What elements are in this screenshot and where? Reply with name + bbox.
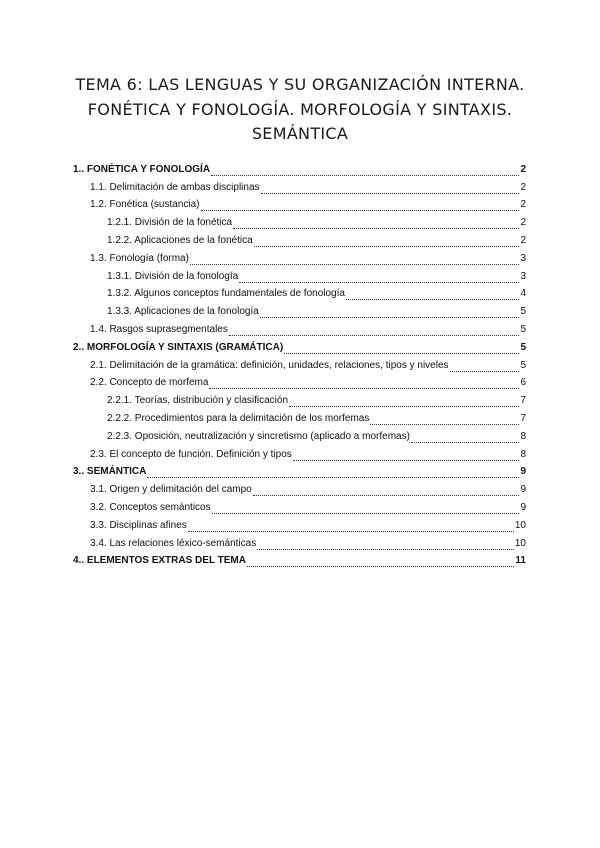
dot-leader [293, 451, 519, 461]
toc-entry[interactable] [73, 532, 526, 550]
dot-leader [450, 362, 519, 372]
toc-entry-label: 1.2.1. División de la fonética [107, 217, 233, 229]
toc-entry-page-number: 2 [520, 234, 526, 246]
toc-entry[interactable] [73, 407, 526, 425]
dot-leader [257, 540, 514, 550]
toc-entry-page-number: 10 [514, 519, 526, 531]
toc-entry[interactable] [73, 247, 526, 265]
toc-entry-page-number: 5 [520, 323, 526, 335]
toc-entry-page-number: 2 [520, 199, 526, 211]
toc-entry-page-number: 6 [520, 377, 526, 389]
dot-leader [284, 344, 519, 354]
toc-entry-label: 1.4. Rasgos suprasegmentales [90, 323, 228, 335]
toc-entry-label: 1.3.1. División de la fonología [107, 270, 239, 282]
dot-leader [212, 504, 519, 514]
toc-entry[interactable] [73, 389, 526, 407]
toc-entry-page-number: 5 [520, 306, 526, 318]
toc-entry-label: 1.2. Fonética (sustancia) [90, 199, 200, 211]
toc-entry-page-number: 8 [520, 448, 526, 460]
dot-leader [239, 273, 519, 283]
toc-entry[interactable] [73, 265, 526, 283]
toc-entry[interactable] [73, 496, 526, 514]
title-line-2: FONÉTICA Y FONOLOGÍA. MORFOLOGÍA Y SINTAXIS. [87, 99, 513, 119]
dot-leader [247, 557, 514, 567]
toc-entry[interactable] [73, 176, 526, 194]
toc-entry[interactable] [73, 514, 526, 532]
toc-entry[interactable] [73, 211, 526, 229]
toc-entry-label: 3.3. Disciplinas afines [90, 519, 187, 531]
toc-entry[interactable] [73, 478, 526, 496]
toc-entry-label: 2.2.3. Oposición, neutralización y sincretismo (aplicado a morfemas) [107, 430, 410, 442]
dot-leader [346, 290, 519, 300]
toc-entry-label: 2.2.2. Procedimientos para la delimitación de los morfemas [107, 412, 370, 424]
toc-entry-label: 2.3. El concepto de función. Definición y tipos [90, 448, 292, 460]
toc-entry-page-number: 9 [520, 466, 526, 478]
toc-entry-label: 1.3.2. Algunos conceptos fundamentales de fonología [107, 288, 345, 300]
toc-entry-page-number: 9 [520, 501, 526, 513]
toc-entry-label: 3.2. Conceptos semánticos [90, 501, 211, 513]
dot-leader [211, 166, 519, 176]
toc-entry-label: 2.2.1. Teorías, distribución y clasificación [107, 395, 289, 407]
toc-entry-page-number: 7 [520, 412, 526, 424]
toc-entry[interactable] [73, 229, 526, 247]
toc-entry[interactable] [73, 283, 526, 301]
toc-entry-page-number: 4 [520, 288, 526, 300]
dot-leader [289, 397, 519, 407]
toc-entry-label: 3.. SEMÁNTICA [73, 466, 147, 478]
dot-leader [254, 237, 519, 247]
toc-entry-page-number: 3 [520, 270, 526, 282]
toc-entry-label: 1.1. Delimitación de ambas disciplinas [90, 181, 260, 193]
toc-entry-page-number: 10 [514, 537, 526, 549]
dot-leader [261, 184, 519, 194]
toc-entry-label: 4.. ELEMENTOS EXTRAS DEL TEMA [73, 555, 246, 567]
title-line-1: TEMA 6: LAS LENGUAS Y SU ORGANIZACIÓN INTERNA. [75, 75, 525, 94]
toc-entry-label: 3.1. Origen y delimitación del campo [90, 484, 252, 496]
toc-entry[interactable] [73, 550, 526, 568]
toc-entry-label: 1.2.2. Aplicaciones de la fonética [107, 234, 253, 246]
toc-entry-page-number: 3 [520, 252, 526, 264]
dot-leader [370, 415, 519, 425]
toc-entry[interactable] [73, 318, 526, 336]
toc-entry-page-number: 2 [520, 217, 526, 229]
toc-entry-page-number: 7 [520, 395, 526, 407]
toc-entry[interactable] [73, 461, 526, 479]
toc-entry-label: 3.4. Las relaciones léxico-semánticas [90, 537, 257, 549]
toc-entry[interactable] [73, 194, 526, 212]
toc-entry-page-number: 5 [520, 341, 526, 353]
dot-leader [411, 433, 519, 443]
toc-entry-label: 1.3. Fonología (forma) [90, 252, 189, 264]
toc-entry-page-number: 9 [520, 484, 526, 496]
toc-entry[interactable] [73, 443, 526, 461]
toc-entry[interactable] [73, 158, 526, 176]
toc-entry-label: 2.. MORFOLOGÍA Y SINTAXIS (GRAMÁTICA) [73, 341, 284, 353]
toc-entry[interactable] [73, 336, 526, 354]
toc-entry[interactable] [73, 372, 526, 390]
dot-leader [188, 522, 514, 532]
dot-leader [209, 379, 519, 389]
dot-leader [260, 308, 519, 318]
dot-leader [147, 468, 519, 478]
dot-leader [253, 486, 519, 496]
document-title [40, 73, 560, 147]
toc-entry-label: 2.2. Concepto de morfema [90, 377, 209, 389]
toc-entry-page-number: 2 [520, 163, 526, 175]
title-line-3: SEMÁNTICA [251, 124, 349, 143]
dot-leader [233, 219, 519, 229]
dot-leader [229, 326, 519, 336]
toc-entry[interactable] [73, 425, 526, 443]
toc-entry-label: 1.3.3. Aplicaciones de la fonología [107, 306, 259, 318]
toc-entry[interactable] [73, 354, 526, 372]
dot-leader [201, 201, 520, 211]
toc-entry-page-number: 8 [520, 430, 526, 442]
toc-entry-label: 1.. FONÉTICA Y FONOLOGÍA [73, 163, 211, 175]
table-of-contents [73, 158, 526, 567]
toc-entry[interactable] [73, 300, 526, 318]
toc-entry-page-number: 11 [515, 555, 526, 567]
toc-entry-label: 2.1. Delimitación de la gramática: definición, unidades, relaciones, tipos y niveles [90, 359, 449, 371]
toc-entry-page-number: 2 [520, 181, 526, 193]
toc-entry-page-number: 5 [520, 359, 526, 371]
dot-leader [190, 255, 519, 265]
